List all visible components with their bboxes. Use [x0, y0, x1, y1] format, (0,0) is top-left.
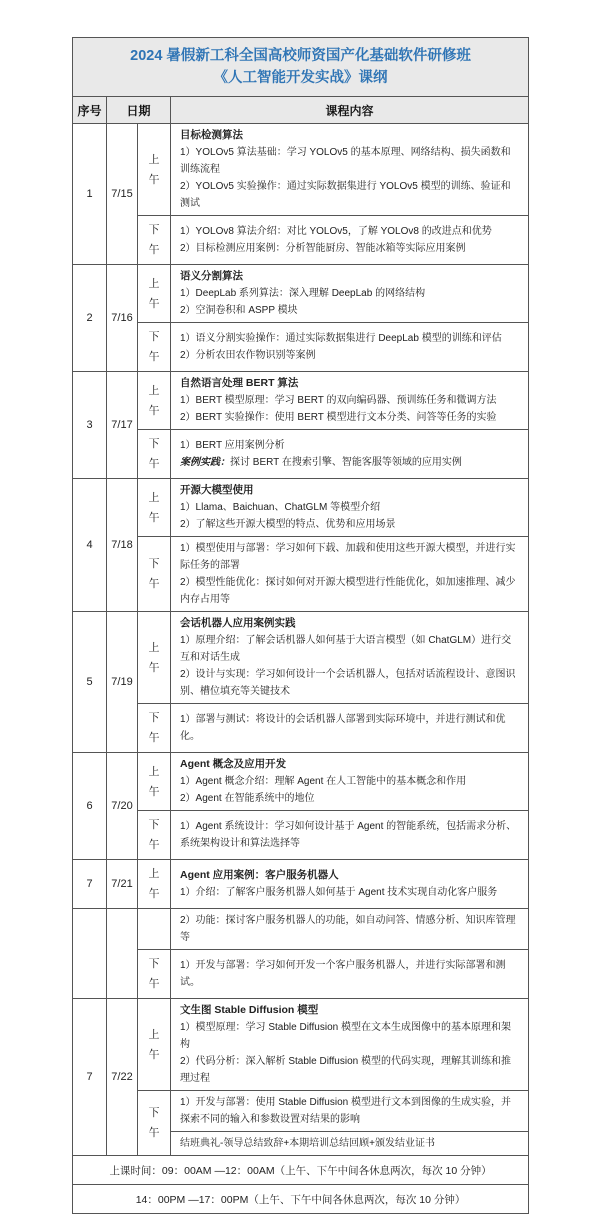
course-content-cell [171, 753, 529, 811]
course-item: 1）Agent 系统设计：学习如何设计基于 Agent 的智能系统，包括需求分析、系统架构设计和算法选择等 [180, 821, 517, 849]
table-row [73, 704, 529, 753]
day-date: 7/20 [107, 753, 138, 860]
course-item: 2）Agent 在智能系统中的地位 [180, 793, 315, 804]
day-number: 5 [73, 612, 107, 753]
table-row [73, 216, 529, 265]
class-time-note-2: 14：00PM —17：00PM（上午、下午中间各休息两次，每次 10 分钟） [73, 1185, 529, 1214]
time-slot-morning: 上午 [138, 999, 171, 1091]
table-row [73, 124, 529, 216]
time-slot-empty [138, 909, 171, 950]
course-content-cell [171, 372, 529, 430]
document-title-line2: 《人工智能开发实战》课纲 [213, 70, 388, 86]
course-item: 1）模型原理：学习 Stable Diffusion 模型在文本生成图像中的基本原理和架构 [180, 1022, 511, 1050]
course-item-case-practice [180, 454, 519, 471]
time-slot-afternoon: 下午 [138, 323, 171, 372]
course-item: 1）模型使用与部署：学习如何下载、加载和使用这些开源大模型，并进行实际任务的部署 [180, 543, 516, 571]
table-row [73, 479, 529, 537]
course-content-cell [171, 811, 529, 860]
day-number: 7 [73, 860, 107, 909]
course-title: 语义分割算法 [180, 270, 243, 282]
time-slot-afternoon: 下午 [138, 1091, 171, 1156]
case-practice-text: 探讨 BERT 在搜索引擎、智能客服等领域的应用实例 [230, 457, 462, 468]
course-title: 开源大模型使用 [180, 484, 254, 496]
course-item: 1）开发与部署：学习如何开发一个客户服务机器人，并进行实际部署和测试。 [180, 960, 506, 988]
course-item: 1）部署与测试：将设计的会话机器人部署到实际环境中，并进行测试和优化。 [180, 714, 506, 742]
course-item: 2）目标检测应用案例：分析智能厨房、智能冰箱等实际应用案例 [180, 243, 466, 254]
column-header-no: 序号 [73, 97, 107, 124]
course-content-cell [171, 909, 529, 950]
time-slot-morning: 上午 [138, 860, 171, 909]
course-title: Agent 概念及应用开发 [180, 758, 287, 770]
closing-ceremony-text: 结班典礼-领导总结致辞+本期培训总结回顾+颁发结业证书 [180, 1138, 436, 1149]
course-outline-sheet [72, 37, 528, 1214]
time-slot-afternoon: 下午 [138, 811, 171, 860]
time-slot-morning: 上午 [138, 372, 171, 430]
table-row [73, 1156, 529, 1185]
day-date-empty [107, 909, 138, 999]
time-slot-morning: 上午 [138, 265, 171, 323]
document-title-line1: 2024 暑假新工科全国高校师资国产化基础软件研修班 [130, 48, 471, 64]
course-item: 1）YOLOv5 算法基础：学习 YOLOv5 的基本原理、网络结构、损失函数和训练流程 [180, 147, 511, 175]
time-slot-afternoon: 下午 [138, 216, 171, 265]
course-item: 1）Agent 概念介绍：理解 Agent 在人工智能中的基本概念和作用 [180, 776, 467, 787]
closing-ceremony-cell [171, 1132, 529, 1156]
day-date: 7/22 [107, 999, 138, 1156]
table-row [73, 1185, 529, 1214]
course-item: 1）介绍：了解客户服务机器人如何基于 Agent 技术实现自动化客户服务 [180, 887, 498, 898]
course-content-cell [171, 323, 529, 372]
time-slot-morning: 上午 [138, 124, 171, 216]
table-row [73, 999, 529, 1091]
course-item: 1）DeepLab 系列算法：深入理解 DeepLab 的网络结构 [180, 288, 426, 299]
course-content-cell [171, 704, 529, 753]
course-content-cell [171, 1091, 529, 1132]
course-content-cell [171, 860, 529, 909]
course-item: 1）语义分割实验操作：通过实际数据集进行 DeepLab 模型的训练和评估 [180, 333, 502, 344]
course-item: 2）功能：探讨客户服务机器人的功能，如自动问答、情感分析、知识库管理等 [180, 915, 516, 943]
course-item: 2）代码分析：深入解析 Stable Diffusion 模型的代码实现，理解其训练和推理过程 [180, 1056, 511, 1084]
time-slot-morning: 上午 [138, 753, 171, 811]
header-row [73, 97, 529, 124]
course-item: 2）设计与实现：学习如何设计一个会话机器人，包括对话流程设计、意图识别、槽位填充等关键技术 [180, 669, 516, 697]
course-item: 1）开发与部署：使用 Stable Diffusion 模型进行文本到图像的生成实验，并探索不同的输入和参数设置对结果的影响 [180, 1097, 511, 1125]
course-outline-table [72, 37, 529, 1214]
course-item: 1）YOLOv8 算法介绍：对比 YOLOv5，了解 YOLOv8 的改进点和优势 [180, 226, 492, 237]
table-row [73, 612, 529, 704]
day-date: 7/18 [107, 479, 138, 612]
time-slot-afternoon: 下午 [138, 430, 171, 479]
time-slot-afternoon: 下午 [138, 950, 171, 999]
course-title: 文生图 Stable Diffusion 模型 [180, 1004, 319, 1016]
day-date: 7/21 [107, 860, 138, 909]
course-content-cell [171, 479, 529, 537]
time-slot-afternoon: 下午 [138, 537, 171, 612]
course-content-cell [171, 265, 529, 323]
day-date: 7/15 [107, 124, 138, 265]
column-header-content: 课程内容 [171, 97, 529, 124]
course-content-cell [171, 430, 529, 479]
course-title: 目标检测算法 [180, 129, 243, 141]
course-item: 1）原理介绍：了解会话机器人如何基于大语言模型（如 ChatGLM）进行交互和对话生成 [180, 635, 512, 663]
course-content-cell [171, 216, 529, 265]
course-content-cell [171, 124, 529, 216]
day-number: 6 [73, 753, 107, 860]
time-slot-morning: 上午 [138, 479, 171, 537]
course-content-cell [171, 950, 529, 999]
day-number: 2 [73, 265, 107, 372]
day-date: 7/17 [107, 372, 138, 479]
course-title: 自然语言处理 BERT 算法 [180, 377, 299, 389]
table-row [73, 265, 529, 323]
document-title [73, 38, 529, 97]
course-item: 2）空洞卷积和 ASPP 模块 [180, 305, 298, 316]
course-item: 2）分析农田农作物识别等案例 [180, 350, 316, 361]
table-row [73, 811, 529, 860]
table-row [73, 430, 529, 479]
course-item: 1）BERT 模型原理：学习 BERT 的双向编码器、预训练任务和微调方法 [180, 395, 497, 406]
time-slot-afternoon: 下午 [138, 704, 171, 753]
day-number: 7 [73, 999, 107, 1156]
course-content-cell [171, 537, 529, 612]
course-title: 会话机器人应用案例实践 [180, 617, 296, 629]
table-row [73, 323, 529, 372]
time-slot-morning: 上午 [138, 612, 171, 704]
course-item: 2）了解这些开源大模型的特点、优势和应用场景 [180, 519, 396, 530]
table-row [73, 372, 529, 430]
table-row [73, 860, 529, 909]
course-item: 2）模型性能优化：探讨如何对开源大模型进行性能优化，如加速推理、减少内存占用等 [180, 577, 516, 605]
table-row [73, 753, 529, 811]
course-item: 1）Llama、Baichuan、ChatGLM 等模型介绍 [180, 502, 381, 513]
day-number: 4 [73, 479, 107, 612]
course-item: 1）BERT 应用案例分析 [180, 440, 285, 451]
day-number-empty [73, 909, 107, 999]
day-date: 7/19 [107, 612, 138, 753]
course-item: 2）YOLOv5 实验操作：通过实际数据集进行 YOLOv5 模型的训练、验证和测试 [180, 181, 511, 209]
course-title: Agent 应用案例：客户服务机器人 [180, 869, 339, 881]
table-row [73, 909, 529, 950]
case-practice-label: 案例实践： [180, 457, 230, 468]
course-content-cell [171, 999, 529, 1091]
table-row [73, 950, 529, 999]
course-item: 2）BERT 实验操作：使用 BERT 模型进行文本分类、问答等任务的实验 [180, 412, 497, 423]
day-number: 3 [73, 372, 107, 479]
day-date: 7/16 [107, 265, 138, 372]
course-content-cell [171, 612, 529, 704]
day-number: 1 [73, 124, 107, 265]
class-time-note-1: 上课时间：09：00AM —12：00AM（上午、下午中间各休息两次，每次 10 分钟） [73, 1156, 529, 1185]
table-row [73, 1091, 529, 1132]
column-header-date: 日期 [107, 97, 171, 124]
table-row [73, 537, 529, 612]
